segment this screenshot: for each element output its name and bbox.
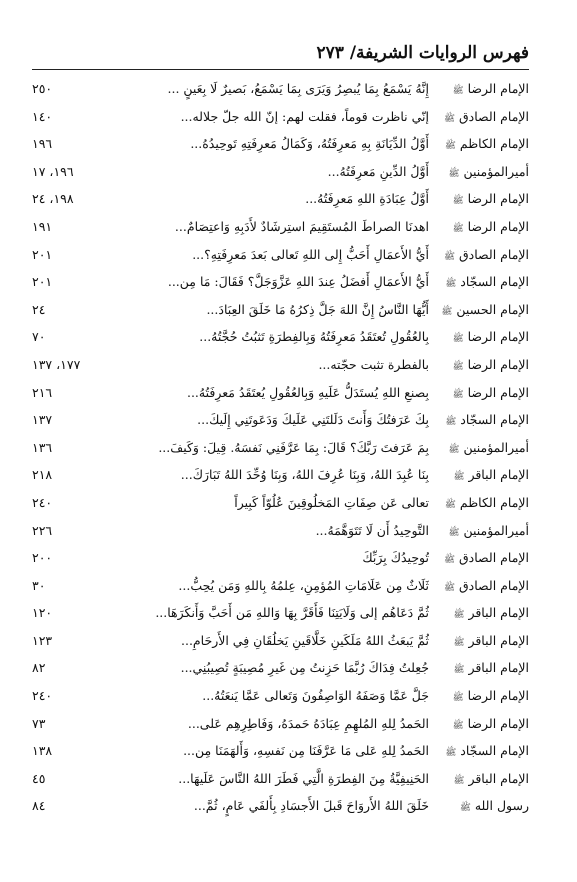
narrator-name [439, 75, 529, 106]
narrator-name [439, 544, 529, 575]
narrator-label: رسول الله [474, 798, 529, 814]
index-row [32, 544, 529, 572]
narrator-label: الإمام الرضا [467, 688, 529, 704]
index-row [32, 461, 529, 489]
page-references: ٢١٦ [32, 384, 53, 400]
narration-index-list [32, 75, 529, 820]
honorific-mark: ﷺ [448, 444, 460, 455]
narration-opening: بِنَا عُبِدَ اللهُ، وَبِنَا عُرِفَ اللهُ، وَبِنَا وُحِّدَ اللهُ تَبَارَكَ... [180, 467, 429, 483]
index-row [32, 517, 529, 545]
narrator-label: الإمام الكاظم [459, 136, 529, 152]
narrator-label: الإمام الصادق [458, 246, 529, 262]
narrator-label: الإمام السجّاد [460, 274, 529, 290]
narrator-label: الإمام السجّاد [460, 743, 529, 759]
narrator-label: الإمام الرضا [467, 329, 529, 345]
index-row [32, 627, 529, 655]
narration-opening: بالفطرة تثبت حجّته... [318, 356, 429, 372]
page-references: ٢٠١ [32, 274, 53, 290]
honorific-mark: ﷺ [444, 582, 455, 593]
page-references: ٢٥٠ [32, 81, 53, 96]
honorific-mark: ﷺ [444, 113, 455, 124]
narrator-name [439, 461, 529, 492]
narration-opening: خَلَقَ اللهُ الأَروَاحَ قَبلَ الأَجسَادِ بِأَلفَي عَامٍ، ثُمَّ... [193, 798, 429, 814]
index-row [32, 103, 529, 131]
honorific-mark: ﷺ [444, 251, 455, 262]
narration-opening: ثُمَّ يَبعَثُ اللهُ مَلَكَينِ خَلَّاقَينِ يَخلُقَانِ فِي الأَرحَامِ... [181, 632, 429, 648]
narration-opening: بِالعُقُولِ تُعتَقَدُ مَعرِفَتُهُ وَبِالفِطرَةِ تَثبُتُ حُجَّتُهُ... [199, 329, 429, 345]
narration-opening: بِمَ عَرَفتَ رَبَّكَ؟ قَالَ: بِمَا عَرَّفَنِي نَفسَهُ. قِيلَ: وَكَيفَ... [158, 439, 429, 455]
page-references: ١٩٦، ١٧ [32, 163, 74, 179]
narrator-label: الإمام الصادق [458, 577, 529, 593]
narrator-name [439, 213, 529, 244]
honorific-mark: ﷺ [453, 665, 465, 676]
honorific-mark: ﷺ [453, 775, 465, 786]
honorific-mark: ﷺ [452, 223, 464, 234]
narration-opening: أَوَّلُ الدِّينِ مَعرِفَتُهُ... [327, 163, 429, 179]
honorific-mark: ﷺ [445, 748, 457, 759]
index-row [32, 737, 529, 765]
page-references: ٣٠ [32, 577, 46, 593]
index-row [32, 185, 529, 213]
honorific-mark: ﷺ [452, 196, 464, 207]
narration-opening: التَّوحِيدُ أَن لَا تَتَوَهَّمَهُ... [315, 522, 429, 538]
page-references: ٢٠٠ [32, 550, 53, 566]
index-row [32, 434, 529, 462]
narrator-name [439, 489, 529, 520]
index-row [32, 158, 529, 186]
narrator-name [439, 434, 529, 465]
index-row [32, 130, 529, 158]
narrator-label: أميرالمؤمنين [463, 163, 529, 179]
page-references: ٢١٨ [32, 467, 53, 483]
narration-opening: الحَنِيفِيَّةُ مِنَ الفِطرَةِ الَّتِي فَطَرَ اللهُ النَّاسَ عَلَيهَا... [178, 770, 429, 786]
index-row [32, 296, 529, 324]
page-references: ٧٣ [32, 715, 46, 731]
honorific-mark: ﷺ [444, 555, 455, 566]
page-references: ١٢٣ [32, 632, 53, 648]
honorific-mark: ﷺ [445, 499, 456, 510]
narrator-name [439, 737, 529, 768]
honorific-mark: ﷺ [448, 168, 460, 179]
page-title: فهرس الروايات الشريفة/ ٢٧٣ [316, 43, 529, 63]
page-references: ١٩٦ [32, 136, 53, 152]
index-row [32, 792, 529, 820]
narration-opening: ثَلَاثٌ مِن عَلَامَاتِ المُؤمِنِ، عِلمُهُ بِاللهِ وَمَن يُحِبُّ... [178, 577, 429, 593]
narration-opening: بِكَ عَرَفتُكَ وَأَنتَ دَلَلتَنِي عَلَيكَ وَدَعَوتَنِي إِلَيكَ... [197, 412, 429, 428]
narration-opening: أَيُّ الأَعمَالِ أَفضَلُ عِندَ اللهِ عَزَّوَجَلَّ؟ فَقَالَ: مَا مِن... [167, 274, 429, 290]
narrator-label: الإمام الباقر [468, 467, 529, 483]
narrator-name [439, 627, 529, 658]
page-references: ٢٤ [32, 301, 46, 317]
narrator-label: الإمام الصادق [458, 550, 529, 566]
narration-opening: اهدنَا الصراطَ المُستَقِيمَ استِرشَادٌ لأَدَبِهِ وَاعتِصَامٌ... [174, 218, 429, 234]
narrator-label: الإمام الكاظم [459, 494, 529, 510]
index-row [32, 323, 529, 351]
narration-opening: ثُمَّ دَعَاهُم إلى وَلَايَتِنَا فَأَقَرَّ بِهَا وَاللهِ مَن أَحَبَّ وَأَنكَرَهَا... [155, 605, 429, 621]
page-references: ١٢٠ [32, 605, 53, 621]
narration-opening: أَوَّلُ الدِّيَانَةِ بِهِ مَعرِفَتُهُ، وَكَمَالُ مَعرِفَتِهِ تَوحِيدُهُ... [190, 136, 429, 152]
page-references: ٨٢ [32, 660, 46, 676]
narrator-name [439, 323, 529, 354]
honorific-mark: ﷺ [445, 141, 456, 152]
narration-opening: بِصنعِ اللهِ يُستَدَلُّ عَلَيهِ وَبِالعُقُولِ يُعتَقَدُ مَعرِفَتُهُ... [186, 384, 429, 400]
page-references: ٢٤٠ [32, 494, 53, 510]
narrator-name [439, 130, 529, 161]
narrator-label: الإمام الرضا [467, 218, 529, 234]
narration-opening: أَيُّهَا النَّاسُ إِنَّ اللهَ جَلَّ ذِكرُهُ مَا خَلَقَ العِبَادَ... [206, 301, 429, 317]
page-references: ١٣٦ [32, 439, 53, 455]
honorific-mark: ﷺ [452, 693, 464, 704]
honorific-mark: ﷺ [453, 610, 465, 621]
narrator-label: الإمام الباقر [468, 660, 529, 676]
honorific-mark: ﷺ [459, 803, 471, 814]
narrator-name [439, 185, 529, 216]
honorific-mark: ﷺ [441, 306, 453, 317]
narrator-name [439, 103, 529, 134]
narrator-name [439, 765, 529, 796]
honorific-mark: ﷺ [452, 86, 464, 96]
narration-opening: أَوَّلُ عِبَادَةِ اللهِ مَعرِفَتُهُ... [305, 191, 429, 207]
page-references: ١٣٨ [32, 743, 53, 759]
index-row [32, 406, 529, 434]
narration-opening: الحَمدُ لِلهِ المُلهِمِ عِبَادَهُ حَمدَهُ، وَفَاطِرِهِم عَلى... [187, 715, 429, 731]
page-references: ١٣٧ [32, 412, 53, 428]
index-row [32, 268, 529, 296]
page-references: ١٩١ [32, 218, 53, 234]
narrator-label: الإمام الرضا [467, 384, 529, 400]
honorific-mark: ﷺ [445, 417, 457, 428]
honorific-mark: ﷺ [452, 334, 464, 345]
narrator-name [439, 268, 529, 299]
page-references: ٢٤٠ [32, 688, 53, 704]
narrator-name [439, 710, 529, 741]
narrator-name [439, 296, 529, 327]
narrator-label: الإمام الباقر [468, 770, 529, 786]
narrator-name [439, 517, 529, 548]
honorific-mark: ﷺ [452, 389, 464, 400]
narrator-label: الإمام الباقر [468, 605, 529, 621]
honorific-mark: ﷺ [452, 720, 464, 731]
narration-opening: جَلَّ عَمَّا وَصَفَهُ الوَاصِفُونَ وَتَعالى عَمَّا يَنعَتُهُ... [202, 688, 429, 704]
narrator-name [439, 241, 529, 272]
narrator-label: الإمام السجّاد [460, 412, 529, 428]
narrator-label: أميرالمؤمنين [463, 439, 529, 455]
index-row [32, 599, 529, 627]
narrator-name [439, 572, 529, 603]
page-references: ٧٠ [32, 329, 46, 345]
narrator-name [439, 158, 529, 189]
narrator-label: الإمام الرضا [467, 356, 529, 372]
honorific-mark: ﷺ [445, 279, 457, 290]
narrator-label: الإمام الصادق [458, 108, 529, 124]
narrator-name [439, 351, 529, 382]
index-row [32, 351, 529, 379]
narration-opening: أَيُّ الأَعمَالِ أَحَبُّ إِلى اللهِ تَعالى بَعدَ مَعرِفَتِهِ؟... [192, 246, 429, 262]
narrator-name [439, 792, 529, 823]
page-references: ٤٥ [32, 770, 46, 786]
index-row [32, 241, 529, 269]
index-row [32, 654, 529, 682]
honorific-mark: ﷺ [453, 472, 465, 483]
index-row [32, 213, 529, 241]
page-references: ٢٢٦ [32, 522, 53, 538]
narrator-name [439, 379, 529, 410]
narrator-name [439, 654, 529, 685]
narrator-label: الإمام الرضا [467, 715, 529, 731]
honorific-mark: ﷺ [453, 637, 465, 648]
narration-opening: جُعِلتُ فِدَاكَ رُبَّمَا حَزِنتُ مِن غَيرِ مُصِيبَةٍ تُصِيبُنِي... [180, 660, 429, 676]
index-row [32, 765, 529, 793]
index-row [32, 682, 529, 710]
narration-opening: الحَمدُ لِلهِ عَلى مَا عَرَّفَنَا مِن نَفسِهِ، وَأَلهَمَنَا مِن... [183, 743, 429, 759]
narrator-name [439, 682, 529, 713]
page-references: ١٤٠ [32, 108, 53, 124]
narration-opening: إِنَّهُ يَسْمَعُ بِمَا يُبصِرُ وَيَرَى بِمَا يَسْمَعُ، بَصيرٌ لَا بِعَينٍ ... [167, 81, 429, 96]
page-references: ١٧٧، ١٣٧ [32, 356, 81, 372]
narrator-label: الإمام الباقر [468, 632, 529, 648]
index-row [32, 710, 529, 738]
narration-opening: إنّي ناظرت قوماً، فقلت لهم: إنّ الله جلّ جلاله... [180, 108, 429, 124]
index-row [32, 75, 529, 103]
page-references: ٢٠١ [32, 246, 53, 262]
page-references: ١٩٨، ٢٤ [32, 191, 74, 207]
narration-opening: تعالى عَن صِفَاتِ المَخلُوقِينَ عُلُوّاً كَبِيراً [234, 494, 429, 510]
index-row [32, 572, 529, 600]
narration-opening: تُوحِيدُكَ بِرَبِّكَ [362, 550, 429, 566]
index-row [32, 489, 529, 517]
narrator-name [439, 599, 529, 630]
page-references: ٨٤ [32, 798, 46, 814]
honorific-mark: ﷺ [452, 361, 464, 372]
narrator-label: الإمام الرضا [467, 81, 529, 96]
narrator-label: الإمام الحسين [456, 301, 529, 317]
header-divider [32, 69, 529, 70]
index-row [32, 379, 529, 407]
narrator-label: الإمام الرضا [467, 191, 529, 207]
narrator-name [439, 406, 529, 437]
honorific-mark: ﷺ [448, 527, 460, 538]
narrator-label: أميرالمؤمنين [463, 522, 529, 538]
